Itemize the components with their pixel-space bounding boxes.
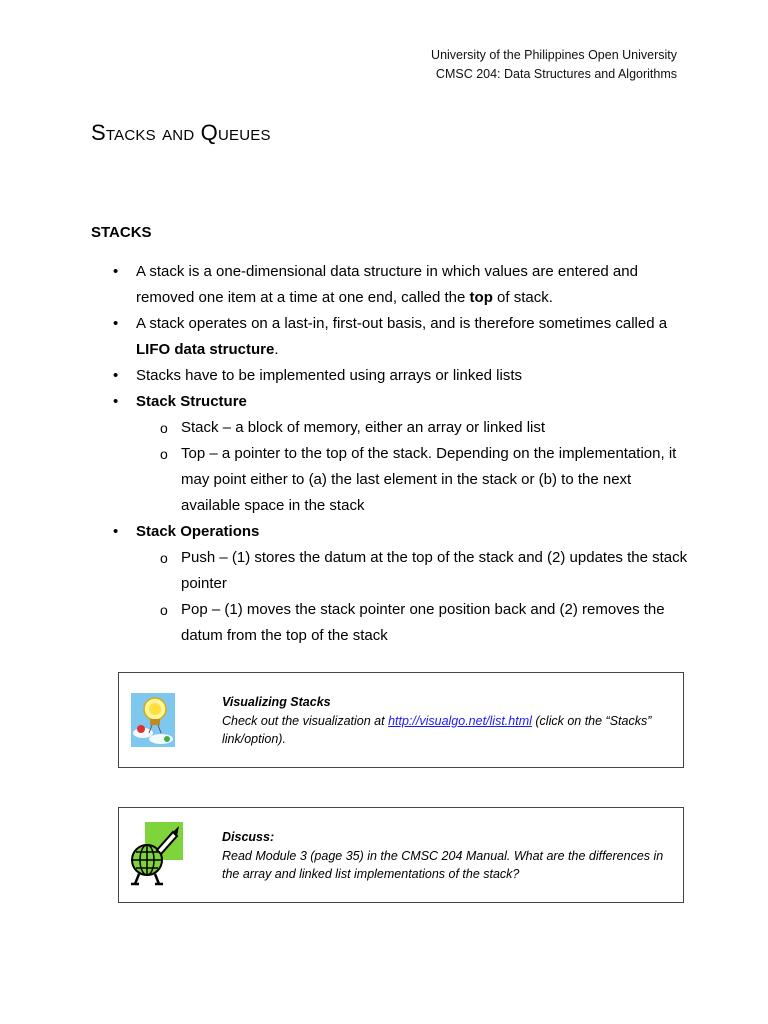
header-course: CMSC 204: Data Structures and Algorithms <box>435 67 677 81</box>
discuss-body: Read Module 3 (page 35) in the CMSC 204 Manual. What are the differences in the array and linked list implementations of the stack? <box>222 848 664 881</box>
stack-structure-label: Stack Structure <box>136 393 247 410</box>
document-header <box>431 46 677 84</box>
stack-operations-label: Stack Operations <box>136 523 260 540</box>
visualizing-text <box>222 693 672 749</box>
sub-item-pop: o Pop – (1) moves the stack pointer one position back and (2) removes the datum from the top of the stack <box>136 597 691 649</box>
page-title: Stacks and Queues <box>91 120 271 145</box>
term-lifo: LIFO data structure <box>136 341 275 358</box>
term-top: top <box>469 289 493 306</box>
bullet-stack-structure <box>91 389 691 519</box>
stack-structure-list <box>136 415 691 519</box>
globe-rocket-icon <box>127 822 183 893</box>
visualizing-body: Check out the visualization at http://visualgo.net/list.html (click on the “Stacks” link/option). <box>222 713 652 746</box>
bullet-list <box>91 259 691 649</box>
discuss-text <box>222 828 672 884</box>
visualgo-link[interactable]: http://visualgo.net/list.html <box>388 713 532 728</box>
stack-operations-list <box>136 545 691 649</box>
stacks-content <box>91 259 691 649</box>
bullet-implementation: • Stacks have to be implemented using arrays or linked lists <box>91 363 691 389</box>
visualizing-title: Visualizing Stacks <box>222 695 331 709</box>
discuss-title: Discuss: <box>222 830 275 844</box>
section-title-stacks: STACKS <box>91 224 152 241</box>
visualizing-stacks-box <box>118 672 684 768</box>
bullet-definition: • A stack is a one-dimensional data structure in which values are entered and removed one item at a time at one end, called the top of stack. <box>91 259 691 311</box>
sub-item-top: o Top – a pointer to the top of the stack. Depending on the implementation, it may point either to (a) the last element in the stack or (b) to the next available space in the stack <box>136 441 691 519</box>
bullet-stack-operations <box>91 519 691 649</box>
bullet-lifo: • A stack operates on a last-in, first-out basis, and is therefore sometimes called a LIFO data structure. <box>91 311 691 363</box>
discuss-box <box>118 807 684 903</box>
lightbulb-balloon-icon <box>131 693 175 752</box>
sub-item-stack: o Stack – a block of memory, either an array or linked list <box>136 415 691 441</box>
sub-item-push: o Push – (1) stores the datum at the top of the stack and (2) updates the stack pointer <box>136 545 691 597</box>
header-university: University of the Philippines Open University <box>431 48 677 62</box>
